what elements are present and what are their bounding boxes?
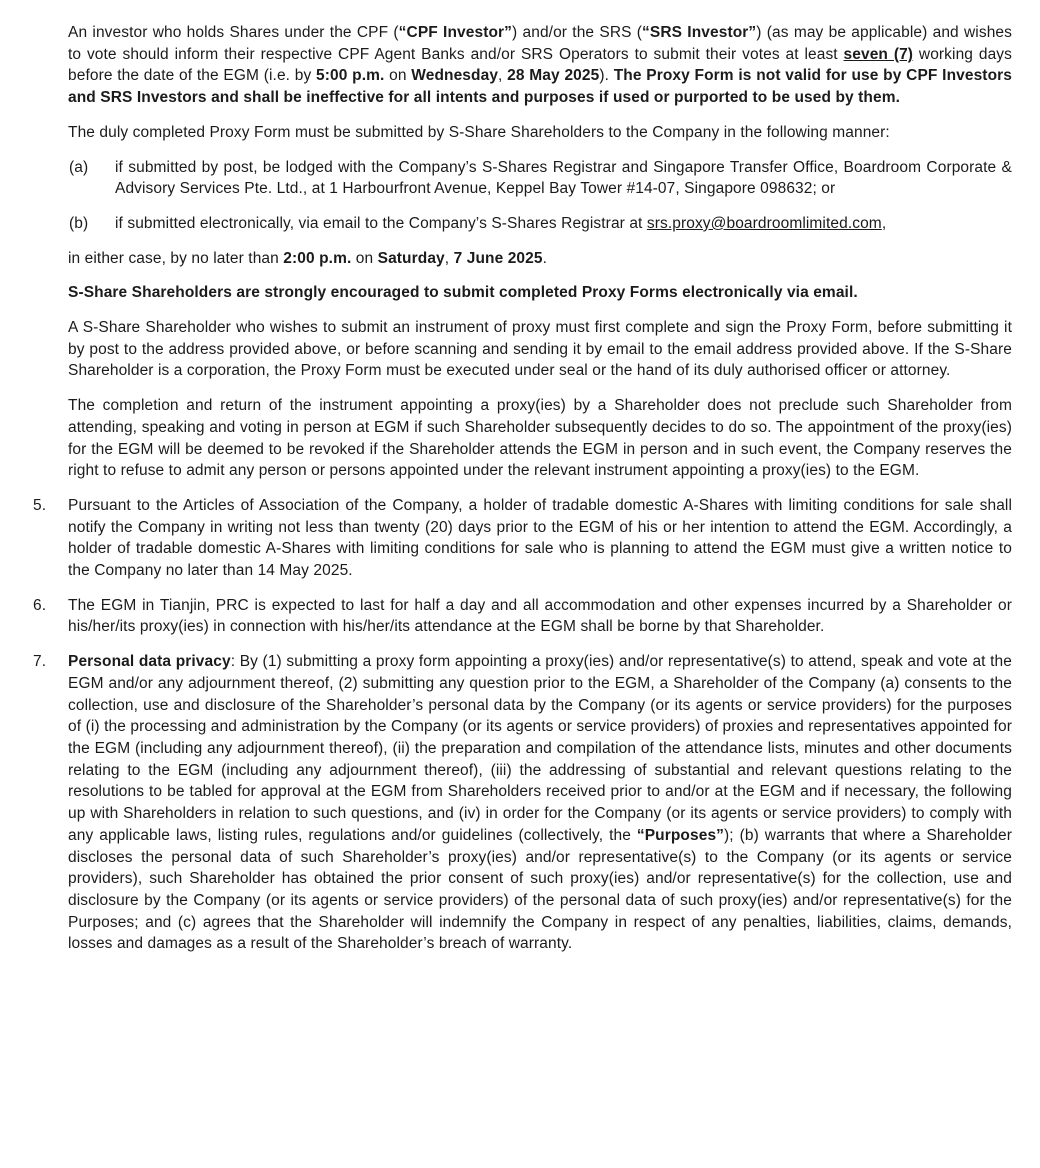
text-run: 28 May 2025 bbox=[507, 67, 600, 85]
text-run: The Proxy Form is not valid for use by CPF Investors and SRS Investors and shall be ineffective for all intents and purposes if used or purported to be used by them. bbox=[68, 67, 1012, 107]
text-run: ) and/or the SRS ( bbox=[512, 24, 643, 41]
list-item-b-text bbox=[115, 213, 1012, 235]
text-run: “CPF Investor” bbox=[398, 24, 513, 41]
text-run: S-Share Shareholders are strongly encouraged to submit completed Proxy Forms electronically via email. bbox=[68, 284, 858, 302]
text-run: in either case, by no later than bbox=[68, 249, 284, 267]
text-run: “Purposes” bbox=[636, 826, 725, 844]
text-run: An investor who holds Shares under the CPF ( bbox=[68, 24, 399, 41]
paragraph-submission-manner bbox=[68, 122, 1012, 144]
text-run: The duly completed Proxy Form must be submitted by S-Share Shareholders to the Company in the following manner: bbox=[68, 123, 890, 141]
text-run: The completion and return of the instrument appointing a proxy(ies) by a Shareholder does not preclude such Shareholder from attending, speaking and voting in person at EGM if such Shareholder subsequently decides to do so. The appointment of the proxy(ies) for the EGM will be deemed to be revoked if the Shareholder attends the EGM in person and in such event, the Company reserves the right to refuse to admit any person or persons appointed under the relevant instrument appointing a proxy(ies) to the EGM. bbox=[68, 397, 1012, 480]
text-run: ). bbox=[599, 67, 614, 85]
text-run: Wednesday bbox=[411, 67, 499, 85]
paragraph-cpf-srs-voting bbox=[68, 22, 1012, 109]
list-item-6-text bbox=[68, 595, 1012, 638]
list-item-7-text bbox=[68, 651, 1012, 955]
text-run: ) (as may be applicable) and wishes to vote should inform their respective CPF Agent Banks and/or SRS Operators to submit their votes at least bbox=[68, 24, 1012, 63]
paragraph-email-encouragement bbox=[68, 282, 1012, 304]
list-item-a-label: (a) bbox=[69, 158, 89, 176]
list-item-a-text bbox=[115, 157, 1012, 200]
text-run: The EGM in Tianjin, PRC is expected to last for half a day and all accommodation and other expenses incurred by a Shareholder or his/her/its proxy(ies) in connection with his/her/its attendance at the EGM shall be borne by that Shareholder. bbox=[68, 596, 1012, 636]
text-run: , bbox=[881, 214, 887, 232]
list-item-7-number: 7. bbox=[33, 653, 47, 671]
text-run: 2:00 p.m. bbox=[283, 249, 352, 267]
list-item-5-number: 5. bbox=[33, 496, 47, 514]
list-item-a bbox=[68, 157, 1012, 200]
list-item-6-number: 6. bbox=[33, 596, 47, 614]
text-run: working days before the date of the EGM (i.e. by bbox=[68, 45, 1012, 85]
list-item-6 bbox=[33, 595, 1012, 638]
text-run: if submitted electronically, via email to the Company’s S-Shares Registrar at bbox=[115, 214, 647, 232]
text-run: . bbox=[542, 249, 548, 267]
list-item-5 bbox=[33, 495, 1012, 582]
text-run: : By (1) submitting a proxy form appointing a proxy(ies) and/or representative(s) to attend, speak and vote at the EGM and/or any adjournment thereof, (2) submitting any question prior to the EGM, a Shareholder of the Company (a) consents to the collection, use and disclosure of the Shareholder’s personal data by the Company (or its agents or service providers) for the purposes of (i) the processing and administration by the Company (or its agents or service providers) of proxies and representatives appointed for the EGM (including any adjournment thereof), (ii) the preparation and compilation of the attendance lists, minutes and other documents relating to the EGM (including any adjournment thereof), (iii) the addressing of substantial and relevant questions relating to the resolutions to be tabled for approval at the EGM from Shareholders received prior to and/or at the EGM and if necessary, the following up with Shareholders in relation to such questions, and (iv) in order for the Company (or its agents or service providers) to comply with any applicable laws, listing rules, regulations and/or guidelines (collectively, the bbox=[68, 653, 1012, 844]
text-run: A S-Share Shareholder who wishes to submit an instrument of proxy must first complete and sign the Proxy Form, before submitting it by post to the address provided above, or before scanning and sending it by email to the email address provided above. If the S-Share Shareholder is a corporation, the Proxy Form must be executed under seal or the hand of its duly authorised officer or attorney. bbox=[68, 319, 1012, 380]
text-run: , bbox=[444, 249, 454, 267]
list-item-5-text bbox=[68, 495, 1012, 582]
list-item-b-label: (b) bbox=[69, 214, 89, 232]
text-run: , bbox=[498, 67, 508, 85]
text-run: 5:00 p.m. bbox=[316, 67, 385, 85]
paragraph-sign-proxy-form bbox=[68, 317, 1012, 382]
text-run: 7 June 2025 bbox=[453, 249, 543, 267]
paragraph-completion-return bbox=[68, 395, 1012, 482]
text-run: on bbox=[351, 249, 378, 267]
text-run: Saturday bbox=[377, 249, 445, 267]
paragraph-deadline bbox=[68, 248, 1012, 270]
text-run: if submitted by post, be lodged with the Company’s S-Shares Registrar and Singapore Transfer Office, Boardroom Corporate & Advisory Services Pte. Ltd., at 1 Harbourfront Avenue, Keppel Bay Tower #14-07, Singapore 098632; or bbox=[115, 158, 1012, 198]
text-run: on bbox=[384, 67, 412, 85]
text-run: “SRS Investor” bbox=[642, 24, 757, 41]
email-link[interactable]: srs.proxy@boardroomlimited.com bbox=[646, 214, 882, 232]
list-item-7 bbox=[33, 651, 1013, 955]
text-run: seven (7) bbox=[843, 45, 914, 63]
text-run: Pursuant to the Articles of Association of the Company, a holder of tradable domestic A-Shares with limiting conditions for sale shall notify the Company in writing not less than twenty (20) days prior to the EGM of his or her intention to attend the EGM. Accordingly, a holder of tradable domestic A-Shares with limiting conditions for sale who is planning to attend the EGM must give a written notice to the Company no later than 14 May 2025. bbox=[68, 496, 1012, 580]
text-run: Personal data privacy bbox=[68, 653, 231, 671]
list-item-b bbox=[68, 213, 1012, 235]
text-run: ); (b) warrants that where a Shareholder discloses the personal data of such Shareholder’s proxy(ies) and/or representative(s) to the Company (or its agents or service providers), such Shareholder has obtained the prior consent of such proxy(ies) and/or representative(s) for the collection, use and disclosure by the Company (or its agents or service providers) of the personal data of such proxy(ies) and/or representative(s) for the Purposes; and (c) agrees that the Shareholder will indemnify the Company in respect of any penalties, liabilities, claims, demands, losses and damages as a result of the Shareholder’s breach of warranty. bbox=[68, 826, 1013, 953]
